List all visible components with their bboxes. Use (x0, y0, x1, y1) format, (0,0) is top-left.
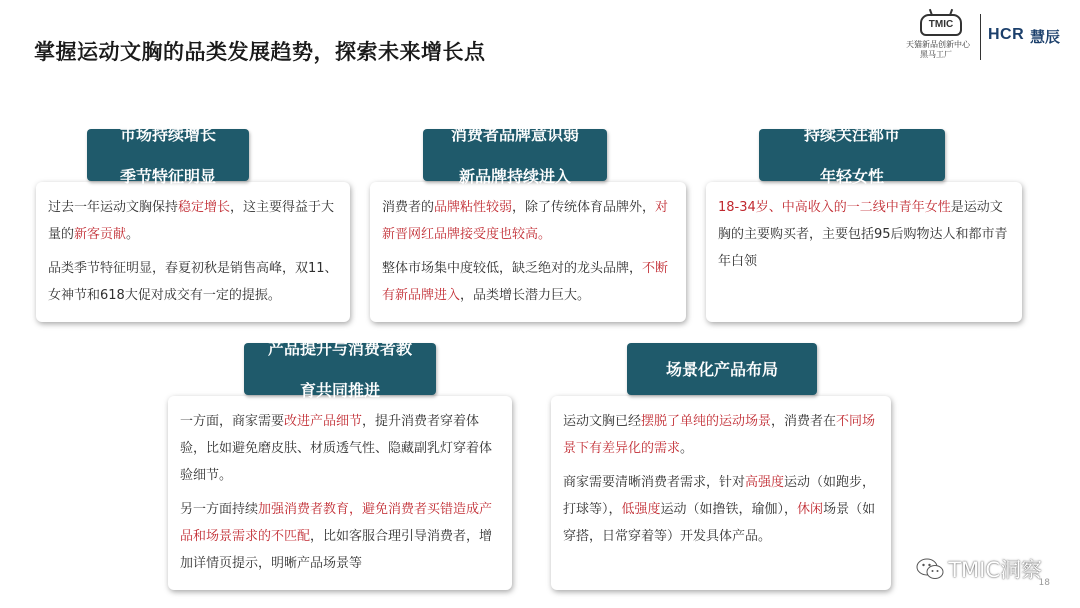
label-market-growth (87, 124, 249, 186)
highlight-text: 加强消费者教育，避免消费者买错造成产品和场景需求的不匹配 (180, 502, 493, 544)
section-label-line: 市场持续增长 (119, 124, 216, 144)
body-text: ，比如客服合理引导消费者，增加详情页提示，明晰产品场景等 (180, 529, 493, 571)
card-body (563, 408, 879, 550)
section-label-line: 育共同推进 (299, 380, 380, 400)
card-body (180, 408, 500, 577)
body-text: 运动文胸已经 (563, 414, 642, 429)
body-text: 商家需要清晰消费者需求，针对 (563, 475, 746, 490)
highlight-text: 对新晋网红品牌接受度也较高。 (382, 200, 669, 242)
highlight-text: 改进产品细节 (284, 414, 363, 429)
body-text: 。 (680, 441, 694, 456)
body-text: 是运动文胸的主要购买者，主要包括95后购物达人和都市青年白领 (718, 200, 1008, 269)
section-label-line: 消费者品牌意识弱 (450, 124, 579, 144)
highlight-text: 品牌粘性较弱 (434, 200, 513, 215)
hcr-logo: HCR (988, 26, 1025, 43)
highlight-text: 18-34岁、中高收入的一二线中青年女性 (718, 200, 951, 215)
section-label-line: 场景化产品布局 (665, 359, 778, 379)
body-text: 品类季节特征明显，春夏初秋是销售高峰，双11、女神节和618大促对成交有一定的提振。 (48, 261, 338, 303)
body-text: 场景（如穿搭，日常穿着等）开发具体产品。 (563, 502, 876, 544)
card-product-education (168, 396, 512, 590)
body-text: ，提升消费者穿着体验，比如避免磨皮肤、材质透气性、隐藏副乳灯穿着体验细节。 (180, 414, 493, 483)
card-target-consumers (706, 182, 1022, 322)
body-text: 消费者的 (382, 200, 435, 215)
highlight-text: 不断有新品牌进入 (382, 261, 669, 303)
body-text: ，除了传统体育品牌外， (512, 200, 656, 215)
card-market-growth (36, 182, 350, 322)
tmic-logo-line1: 天猫新品创新中心 (906, 40, 970, 49)
highlight-text: 休闲 (797, 502, 824, 517)
label-product-education (244, 338, 436, 400)
tmic-logo-icon: TMIC (920, 14, 962, 36)
brand-logos (906, 14, 1066, 62)
highlight-text: 高强度 (745, 475, 785, 490)
section-label-line: 产品提升与消费者教 (267, 338, 412, 358)
highlight-text: 稳定增长 (178, 200, 231, 215)
card-paragraph (48, 194, 338, 248)
highlight-text: 新客贡献 (74, 227, 127, 242)
tmic-logo-line2: 黑马工厂 (920, 50, 952, 59)
wechat-icon (916, 558, 944, 580)
watermark (916, 554, 1042, 584)
card-paragraph (718, 194, 1010, 275)
card-paragraph (48, 255, 338, 309)
body-text: 过去一年运动文胸保持 (48, 200, 179, 215)
body-text: 运动（如撸铁，瑜伽）， (660, 502, 798, 517)
card-paragraph (180, 408, 500, 489)
highlight-text: 不同场景下有差异化的需求 (563, 414, 876, 456)
section-label-line: 年轻女性 (819, 166, 884, 186)
body-text: ，品类增长潜力巨大。 (460, 288, 591, 303)
page-title: 掌握运动文胸的品类发展趋势，探索未来增长点 (34, 40, 486, 64)
card-brand-awareness (370, 182, 686, 322)
section-label-line: 持续关注都市 (803, 124, 900, 144)
section-label-line: 新品牌持续进入 (458, 166, 571, 186)
watermark-text: TMIC洞察 (948, 558, 1042, 582)
label-scenario-layout (627, 343, 817, 395)
logo-divider (980, 14, 981, 60)
card-paragraph (180, 496, 500, 577)
body-text: 。 (126, 227, 140, 242)
body-text: 一方面，商家需要 (180, 414, 285, 429)
card-paragraph (382, 255, 674, 309)
body-text: 整体市场集中度较低，缺乏绝对的龙头品牌， (382, 261, 643, 276)
card-body (48, 194, 338, 309)
section-label-line: 季节特征明显 (119, 166, 216, 186)
card-body (718, 194, 1010, 275)
label-brand-awareness (423, 124, 607, 186)
body-text: 另一方面持续 (180, 502, 259, 517)
highlight-text: 低强度 (621, 502, 661, 517)
page-number: 18 (1038, 578, 1050, 588)
body-text: ，消费者在 (771, 414, 837, 429)
card-paragraph (382, 194, 674, 248)
body-text: ，这主要得益于大量的 (48, 200, 335, 242)
body-text: 运动（如跑步，打球等）， (563, 475, 876, 517)
card-paragraph (563, 408, 879, 462)
card-paragraph (563, 469, 879, 550)
highlight-text: 摆脱了单纯的运动场景 (641, 414, 772, 429)
label-target-consumers (759, 124, 945, 186)
hcr-logo-cn: 慧辰 (1030, 28, 1061, 46)
card-body (382, 194, 674, 309)
card-scenario-layout (551, 396, 891, 590)
